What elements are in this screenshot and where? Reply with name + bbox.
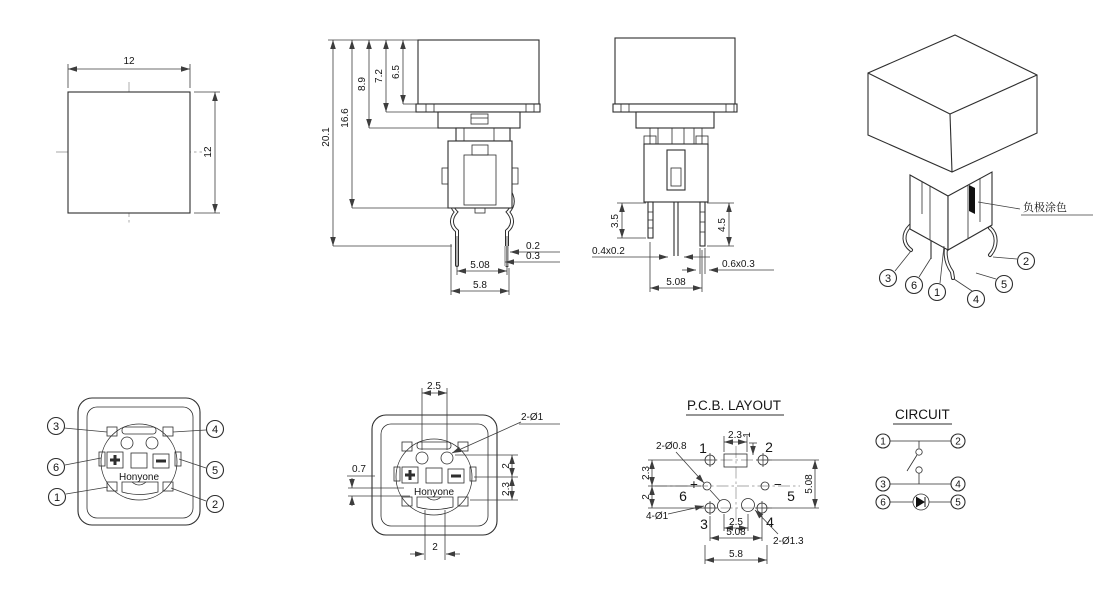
dim-right-height: 5.08 bbox=[804, 474, 815, 494]
front-view bbox=[321, 40, 560, 295]
dim-pin-left-len: 3.5 bbox=[610, 214, 621, 228]
circuit-pin-1: 1 bbox=[880, 436, 886, 448]
pin-label: 1 bbox=[53, 492, 61, 504]
dim-slot-width: 2.3 bbox=[728, 430, 742, 441]
dim-outer-width: 5.8 bbox=[729, 549, 743, 560]
dim-top-width: 12 bbox=[123, 56, 135, 67]
pin-label: 3 bbox=[884, 273, 892, 285]
pin-callout-5 bbox=[976, 273, 1013, 293]
dim-right-lower: 2.3 bbox=[501, 482, 512, 496]
dim-side-pitch: 5.08 bbox=[666, 277, 686, 288]
dim-small-holes: 2-Ø0.8 bbox=[656, 441, 687, 452]
side-view bbox=[592, 38, 774, 292]
circuit-title: CIRCUIT bbox=[895, 407, 950, 422]
dim-pin-t1: 0.2 bbox=[526, 241, 540, 252]
dim-pin-right-len: 4.5 bbox=[717, 218, 728, 232]
pin-label: 3 bbox=[52, 421, 60, 433]
pcb-pin-1: 1 bbox=[699, 440, 707, 456]
circuit-pin-2: 2 bbox=[955, 436, 961, 448]
pin-label: 4 bbox=[211, 424, 219, 436]
dim-switch-pin-section: 0.6x0.3 bbox=[722, 259, 755, 270]
dim-pin-t2: 0.3 bbox=[526, 251, 540, 262]
pin-label: 5 bbox=[1000, 279, 1008, 291]
pin-label: 1 bbox=[933, 287, 941, 299]
dim-right-upper: 2 bbox=[501, 463, 512, 469]
dim-offset: 0.7 bbox=[352, 464, 366, 475]
pcb-title: P.C.B. LAYOUT bbox=[687, 398, 782, 413]
dim-band: 7.2 bbox=[374, 69, 385, 83]
dim-big-hole-pitch: 2.5 bbox=[729, 517, 743, 528]
pcb-pin-4: 4 bbox=[766, 514, 774, 530]
pcb-layout-view bbox=[641, 398, 819, 564]
circuit-pin-5: 5 bbox=[955, 497, 961, 509]
dim-led-holes: 2-Ø1 bbox=[521, 412, 544, 423]
circuit-pin-6: 6 bbox=[880, 497, 886, 509]
pcb-pin-3: 3 bbox=[700, 516, 708, 532]
pin-callout-6 bbox=[906, 258, 932, 294]
dim-bottom-pitch: 5.08 bbox=[726, 527, 746, 538]
dim-bottom: 2 bbox=[432, 542, 438, 553]
negative-note: 负极涂色 bbox=[1023, 202, 1067, 214]
dim-left-lower: 2 bbox=[641, 494, 652, 500]
dim-left-upper: 2.3 bbox=[641, 466, 652, 480]
pin-label: 2 bbox=[211, 499, 219, 511]
dim-pin-outer: 5.8 bbox=[473, 280, 487, 291]
dim-slot-offset: 1 bbox=[742, 432, 753, 438]
circuit-pin-3: 3 bbox=[880, 479, 886, 491]
dim-hole-pitch: 2.5 bbox=[427, 381, 441, 392]
dim-corner-holes: 4-Ø1 bbox=[646, 511, 669, 522]
pin-label: 5 bbox=[211, 465, 219, 477]
brand-text: Honyone bbox=[118, 472, 160, 483]
bottom-view-dimensioned bbox=[347, 381, 560, 560]
pin-label: 2 bbox=[1022, 256, 1030, 268]
bottom-view bbox=[48, 398, 224, 525]
top-view bbox=[56, 56, 220, 224]
brand-text: Honyone bbox=[413, 487, 455, 498]
pcb-minus-sign: − bbox=[774, 477, 782, 492]
pin-label: 6 bbox=[52, 462, 60, 474]
dim-big-holes: 2-Ø1.3 bbox=[773, 536, 804, 547]
isometric-view bbox=[868, 35, 1093, 308]
pcb-pin-2: 2 bbox=[765, 439, 773, 455]
dim-body-bottom: 16.6 bbox=[340, 108, 351, 128]
pin-callout-2 bbox=[993, 253, 1035, 270]
dim-top-height: 12 bbox=[203, 146, 214, 158]
dim-led-pin-section: 0.4x0.2 bbox=[592, 246, 625, 257]
circuit-pin-4: 4 bbox=[955, 479, 961, 491]
dim-total-height: 20.1 bbox=[321, 127, 332, 147]
dim-cap-height: 6.5 bbox=[391, 65, 402, 79]
pin-label: 4 bbox=[972, 294, 980, 306]
pcb-pin-6: 6 bbox=[679, 488, 687, 504]
pcb-pin-5: 5 bbox=[787, 488, 795, 504]
dim-collar: 8.9 bbox=[357, 77, 368, 91]
pin-highlight bbox=[504, 246, 509, 266]
pcb-plus-sign: + bbox=[690, 477, 698, 492]
pin-label: 6 bbox=[910, 280, 918, 292]
pin-callout-4 bbox=[954, 279, 985, 308]
negative-paint-mark bbox=[969, 185, 975, 214]
circuit-view bbox=[876, 407, 965, 510]
dim-pin-pitch: 5.08 bbox=[470, 260, 490, 271]
